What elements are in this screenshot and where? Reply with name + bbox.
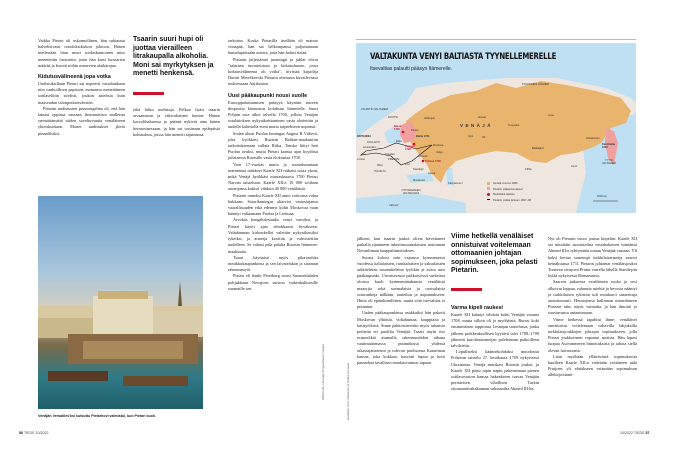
map-label: RUOTSI xyxy=(388,116,398,119)
map-label: OTTOMAANIEN VALTAKUNTA xyxy=(401,189,421,195)
russia-expansion-map xyxy=(356,43,636,213)
map-scale-label: 2000 km xyxy=(597,195,607,198)
paragraph: Vaikka Pietari oli uskonnollinen, hän suhtautui halveksivasti ortodoksikirkon johtoon. Hänen mielestään liian moni sotilaskuntoinen mies menetettiin luostariin, joten hän karsi luostarien määrää ja korotti niihin menevien alaikärajaa. xyxy=(38,38,125,68)
legend-swatch xyxy=(487,187,490,190)
photo-caption: Venäjän Versailles'ksi kutsuttu Pietarhovi valmistui, kun Pietari kuoli. xyxy=(38,414,156,418)
paragraph: Tsaari käynnisti myös pikavauhtia nimikkokaupunkinsa ja sen laivatelakan ja sataman rakennustyöt. xyxy=(228,254,318,273)
map-label: Jenisei xyxy=(478,116,487,119)
paragraph: Pietarin onneksi Kaarle XII antoi voittonsa valua hukkaan. Sotarikuningas aliarvioi vastustajansa vaarallisuuden eikä edennyt kohti Moskovaa vaan kääntyi valtaamaan Puolaa ja Liettuaa. xyxy=(228,192,318,217)
map-label: Poltava 1709 xyxy=(425,160,441,163)
red-accent-bar xyxy=(451,288,482,291)
legend-label: Venäjä vuonna 1689 xyxy=(493,182,518,185)
legend-swatch xyxy=(487,182,490,185)
article-column-3 xyxy=(228,38,318,292)
map-label: HOLLANTI xyxy=(367,141,380,144)
paragraph: Suosta kohosi vain vajaassa kymmenessä vuodessa italialaisten, ranskalaisten ja saksalaisten arkkitehtien suunnittelema tyylikäs ja avara uusi pääkaupunki. Uuvuttavassa pakkotyössä surkeissa oloissa kuoli kymmeniätuhansia venäläisiä maaorjia sekä suomalaisia ja ruotsalaisia sotavankeja nälkään, tauteihin ja uupumukseen. Hinta oli epäinhimillinen, mutta siitä itsevaltias ei piitannut. xyxy=(357,254,445,310)
map-label: TYYNI VALTAMERI xyxy=(602,159,617,165)
section-heading: Varma kipeli raukesi xyxy=(451,305,503,311)
peterhof-painting xyxy=(38,196,203,409)
legend-swatch xyxy=(487,193,490,196)
map-label: Moskova xyxy=(433,144,444,147)
article-column-6 xyxy=(548,236,637,379)
map-label: POHJOINEN JÄÄMERI xyxy=(522,83,550,86)
paragraph: Kaarle XII kääntyi vihdoin kohti Venäjää vuonna 1708, mutta silloin oli jo myöhäistä. Ruotsi koki ensimmäisen tappionsa Lesnajan taistelussa, jonka jälkeen poikkeuksellisen hyytävä talvi 1708–1709 jähmetti karoliiniarmeijan palelemaan paikoilleen talvileiriin. xyxy=(451,312,539,349)
legend-label: Pietarin valtaamat alueet xyxy=(493,187,523,191)
map-label: Kaspianmeri xyxy=(448,182,463,185)
paragraph: jälkeen, kun tsaarin joukot olivat hävittäneet paikalla sijainneen inkeriinsuomalaisten asuttaman Nevanlinnan kauppalinnoituksen. xyxy=(357,236,445,254)
map-label: Asova xyxy=(428,172,436,175)
page-folio-left xyxy=(19,431,49,435)
article-column-4 xyxy=(357,236,445,366)
paragraph: Pietarin järjestämät juomingit ja juhlat olivat "salainen tuomioistuin ja kidutushuone, jossa kidutusvälineenä oli votka", tiivistää kirjailija Dmitri Mereškovski Pietarin olemusta kuvailevassa teoksessaan Antikristus. xyxy=(228,56,318,87)
map-label: Lesnaja 1708 xyxy=(405,145,415,151)
map-label: Baltia 1721 xyxy=(416,135,430,138)
map-label: Kamtšatka 1697 xyxy=(602,143,616,149)
paragraph: Vain 17-vuotias mutta jo sotaurhuuntaan maineensa niittänyt Kaarle XII ratkaisi sotaa yksin, mikä Venäjä hyökkäsi marraskuussa 1700 Pietari Narvan taisteluun. Kaarle XII:n 10 000 sotilaan armeijansa kukisti vihdoin 40 000 venäläistä. xyxy=(228,161,318,192)
map-label: Amur xyxy=(571,165,578,168)
map-label: Ohotanmeri xyxy=(586,137,600,140)
map-legend xyxy=(487,181,531,203)
magazine-issue: TIEDE 10/2022 xyxy=(23,431,49,435)
legend-label: Merkittävä taistelu xyxy=(493,193,515,196)
paragraph: Pietari eli Sankt Peterburg nousi Suomenlahden pohjukkaan Nevajoen suiston vaikeakulkuisille suomaille sen xyxy=(228,273,318,291)
paragraph: Pietarin uudistusten perusongelma oli, että hän lainasi oppinsa suoraan länsimaisista malleista ymmärtämättä niiden soveltuvuutta venäläiseen yhteiskuntaan. Monet uudistukset jäivät pinnallisiksi. xyxy=(38,105,125,136)
map-label: PREUSSI xyxy=(388,158,400,161)
pull-quote: Viime hetkellä venäläiset onnistuivat voitelemaan ottomaanien johtajan sopimukseen, joka pelasti Pietarin. xyxy=(451,233,538,275)
map-label: Pietari xyxy=(411,129,419,132)
map-label: Voronež xyxy=(418,155,428,158)
map-label: Irtyš xyxy=(468,135,473,138)
map-label: Arkangeli xyxy=(424,117,435,120)
map-label: Välimeri xyxy=(389,204,399,207)
map-label: Dresden xyxy=(385,153,395,156)
paragraph: Saarron jatkuessa venäläisten ruoka ja vesi alkoivat loppua, ruhansia miehiä ja hevosia nääntyi ja turkkilaisen tykistön tuli moukaroi saarrettuja armottomasti. Hermojensa hallinnan menettäneen Pietarin tuho näytti varmalta, ja hän ilmoitti jo suostuvansa antautumaan. xyxy=(548,279,637,316)
paragraph: Uuden pääkaupunkinsa asukkaiksi hän pakotti Moskovan ylhäisiä, virkakuntaa, kauppiaita ja käsityöläisiä. Sinne pakkosiirrettiin myös tuhansia perheitä eri puolilta Venäjää. Tsaari näytti itse esimerkkiä asumalla rakennustöiden aikana vaatimattomassa puumökissä yhdessä rakastajattarensa ja tulevan puolisonsa Katariinan kanssa, joka kokkasi, kasvatti lapsia ja hoiti puutarhaa tavallisen maalaisvaimon tapaan. xyxy=(357,310,445,366)
paragraph: Liian myöhään yllättävästä sopimuksesta kuulleen Kaarle XII:n väitetään yrittäneen uida Prutjoen yli ehtiäkseen estämään sopimuksen allekirjoittami- xyxy=(548,353,637,378)
section-heading: Uusi pääkaupunki nousi suolle xyxy=(228,92,308,99)
map-label: Stanileşti xyxy=(413,168,424,171)
map-label: Volga xyxy=(436,151,443,154)
section-heading: Kidutusvälineenä jopa votka xyxy=(38,74,111,81)
map-country-label: V E N Ä J Ä xyxy=(460,123,492,128)
red-accent-bar xyxy=(133,92,164,95)
page-number: 56 xyxy=(19,431,23,435)
photo-credit: Wikimedia, Heritage Images/Getty Images xyxy=(321,343,325,400)
page-folio-right xyxy=(620,431,650,435)
map-label: KIINA xyxy=(525,168,532,171)
paragraph: Uudistuksillaan Pietari sai nopeasti vastahankaan niin vanhoillisen papiston, asemansa menettäneen sotilaseliitin streltsit, joukon aatelisia kuin maaseudun talonpoikaisväestön. xyxy=(38,81,125,105)
legend-item xyxy=(487,198,531,204)
map-label: Ob xyxy=(482,136,486,139)
page-number: 57 xyxy=(645,431,650,435)
battle-narva xyxy=(402,131,405,134)
paragraph: Eurooppalaistamisen pääsyyä käyntiin nuoren despootin kiinnostus kohdistui Itämerelle. Suuri Pohjan sota alkoi talvella 1700, jolloin Venäjän sotalaitoksen nykyaikaistaminen vasta aloitettiin ja uudella kalustolla eteni mutta tarpeekseen nopeasti. xyxy=(228,99,318,130)
map-label: Mustameri xyxy=(413,179,426,182)
legend-label: Pietarin matka länteen 1697–98 xyxy=(493,198,531,202)
top-rule xyxy=(356,39,636,40)
map-label: Prut xyxy=(405,163,410,166)
map-label: Tunguska xyxy=(508,124,520,127)
paragraph: Nyt oli Pietarin vuoro joutua kiipeliin. Kaarle XII sai nimittäin suostuteltua vastahakoisen isäntänsä Ahmed III:n ryhtymään sotaan Venäjää vastaan. Yli kaksi kertaa suurempi turkkilaisarmeija saartoi heinäkuussa 1711 Pietarin johtamat venäläisjoukot Tonavan sivujoen Prutin varrella lähellä Stanileştin kylää nykyisessä Romaniassa. xyxy=(548,236,637,279)
map-subtitle: Itsevaltias palautti pääsyn Itämerelle. xyxy=(370,66,452,72)
map-label: Lena xyxy=(548,114,554,117)
map-label: BRITANNIA xyxy=(357,135,372,138)
map-label: ITÄVALTA xyxy=(374,170,386,173)
map-label: Narva 1700 xyxy=(394,125,402,131)
article-column-5 xyxy=(451,300,539,393)
map-label: Amsterdam xyxy=(363,146,377,149)
map-title: VALTAKUNTA VENYI BALTIASTA TYYNELLEMERELLE xyxy=(370,52,557,62)
paragraph: Viime hetkessä tapahtui ihme: venäläiset onnistuivat voitelemaan valtavilla lahjuksilla turkkilaisjoukkojen johtajan sopimukseen, jolla Pietari joukkoineen vapautui motista. Hän lupasi luopua Asovanmeren linnoituksista ja tuhota siellä olevan laivastonsa. xyxy=(548,316,637,353)
paragraph: Lopulliseksi käännekohdaksi muodostui Poltavan taistelu 27. kesäkuuta 1709 nykyisessä Ukrainassa. Venäjä murskasi Ruotsin joukot, ja Kaarle XII pääsi nipin napin pakenemaan pienen sotilasosaston kanssa hakeakseen turvaa Venäjän perinteisen vihollisen Turkin ottomaanivaltakunnan sulttaanilta Ahmed III:lta. xyxy=(451,349,539,392)
map-label: ATLANTIN VALTAMERI xyxy=(361,108,389,111)
legend-arrow-icon xyxy=(487,199,490,200)
map-label: Wien xyxy=(377,164,383,167)
magazine-issue: 10/2022 TIEDE xyxy=(620,431,645,435)
map-label: Baikaljärvi xyxy=(532,147,544,150)
battle-poltava xyxy=(422,160,425,163)
paragraph: Arvokas hengähdystauko venyi vuosiksi, ja Pietari käytti ajan tehokkaasti hyväkseen. Valtakunnan kirkonkellot valettiin nykyaikaisiksi tykeiksi, ja armeija koottiin ja vahvistettiin uudelleen. Se valtasi pala palalta Ruotsin Itämeren-maakuntia. xyxy=(228,217,318,254)
paragraph: eikä lulttu uudistaja. Pelkoa lisäsi tsaarin arvaamaton ja väkivaltainen luonne. Hänen kasvolihaksensa ja päänsä nykivät aina hänen hermostuessaan, ja hän sai toisinaan epileptisiä kohtauksia, joissa hän menetti tajuntansa. xyxy=(133,107,220,137)
article-column-2 xyxy=(133,107,220,138)
graphic-credit: Grafiikka: Kirsi Valkeinen ja Pekka Kuusela xyxy=(346,362,350,420)
paragraph: tarkoitus. Koska Pietarilla itsellään oli mainio viinapää, hän sai helkompansa paljastamaan humalapäissään asioita, joita hän halusi tietää. xyxy=(228,38,318,56)
pull-quote: Tsaarin suuri hupi oli juottaa vierailleen litrakaupalla alkoholia. Moni sai myrkytyksen ja menetti henkensä. xyxy=(133,36,214,78)
article-column-1 xyxy=(38,38,125,137)
paragraph: Sodan alusti Puolan kuningas August II Väkevä, joka hyökkäsi Ruotsin Baltian-maakuntiin tarkoituksenaan vallata Riika. Tanska liittyi heti Puolan avuksi, mutta Pietari kanssa ajan kyydissä julistaessa Ruotsille vasta elokuussa 1700. xyxy=(228,130,318,161)
map-label: Lontoo xyxy=(357,158,365,161)
map-label: Riika xyxy=(396,140,402,143)
